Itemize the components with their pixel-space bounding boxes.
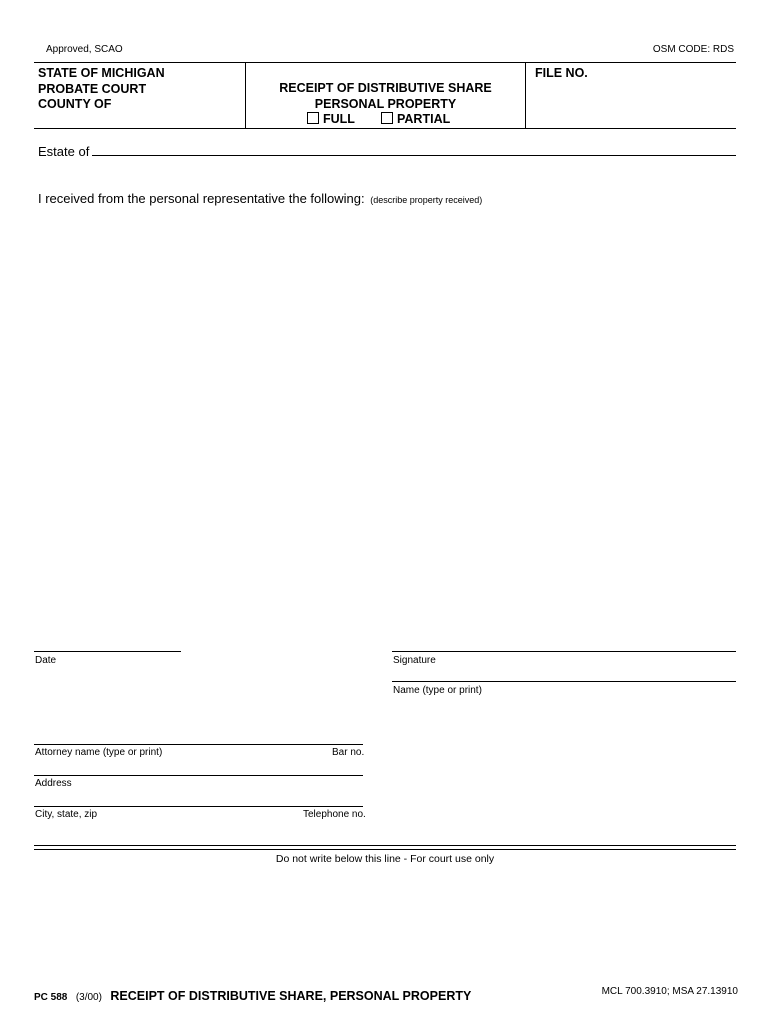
court-name: PROBATE COURT xyxy=(38,81,147,96)
date-input[interactable] xyxy=(36,636,179,650)
footer-citation: MCL 700.3910; MSA 27.13910 xyxy=(601,986,738,997)
form-number: PC 588 xyxy=(34,992,68,1003)
estate-line xyxy=(92,155,736,156)
court-use-note: Do not write below this line - For court use only xyxy=(275,853,495,865)
court-county: COUNTY OF xyxy=(38,97,112,111)
partial-checkbox[interactable] xyxy=(381,112,393,124)
full-checkbox[interactable] xyxy=(307,112,319,124)
partial-label: PARTIAL xyxy=(397,112,451,126)
attorney-line xyxy=(34,744,363,745)
attorney-input[interactable] xyxy=(36,729,361,743)
option-partial[interactable] xyxy=(381,112,450,128)
header-top-rule xyxy=(34,62,736,63)
form-title-line1: RECEIPT OF DISTRIBUTIVE SHARE xyxy=(279,81,492,95)
bar-no-label: Bar no. xyxy=(332,747,365,758)
footer-form-title: RECEIPT OF DISTRIBUTIVE SHARE, PERSONAL PROPERTY xyxy=(110,989,472,1003)
form-title xyxy=(246,81,525,112)
address-line xyxy=(34,775,363,776)
date-label: Date xyxy=(35,655,57,666)
option-full[interactable] xyxy=(307,112,355,128)
city-line xyxy=(34,806,363,807)
footer-left xyxy=(34,987,471,1005)
signature-label: Signature xyxy=(393,655,436,666)
header-divider-right xyxy=(525,62,526,129)
date-line xyxy=(34,651,181,652)
court-use-rule-bottom xyxy=(34,849,736,850)
received-label: I received from the personal representative the following: xyxy=(38,191,365,206)
signature-input[interactable] xyxy=(394,636,734,650)
city-state-zip-label: City, state, zip xyxy=(35,809,98,820)
name-input[interactable] xyxy=(394,666,734,680)
file-no-label: FILE NO. xyxy=(535,66,588,80)
attorney-name-label: Attorney name (type or print) xyxy=(35,747,163,758)
name-line xyxy=(392,681,736,682)
received-hint: (describe property received) xyxy=(370,195,483,205)
form-title-line2: PERSONAL PROPERTY xyxy=(314,96,457,111)
received-statement xyxy=(38,191,482,206)
court-use-rule-top xyxy=(34,845,736,846)
court-state: STATE OF MICHIGAN xyxy=(38,66,165,80)
city-state-zip-input[interactable] xyxy=(36,791,361,805)
address-input[interactable] xyxy=(36,760,361,774)
osm-code-label: OSM CODE: RDS xyxy=(652,44,734,55)
address-label: Address xyxy=(35,778,72,789)
estate-input[interactable] xyxy=(94,141,734,155)
approved-label: Approved, SCAO xyxy=(46,44,123,55)
form-revision: (3/00) xyxy=(75,992,102,1003)
full-label: FULL xyxy=(323,112,355,126)
header-bottom-rule xyxy=(34,128,736,129)
estate-label: Estate of xyxy=(38,144,90,159)
signature-line xyxy=(392,651,736,652)
court-info xyxy=(38,66,165,113)
property-description-area[interactable] xyxy=(38,214,736,634)
telephone-label: Telephone no. xyxy=(303,809,366,820)
name-label: Name (type or print) xyxy=(393,685,482,696)
